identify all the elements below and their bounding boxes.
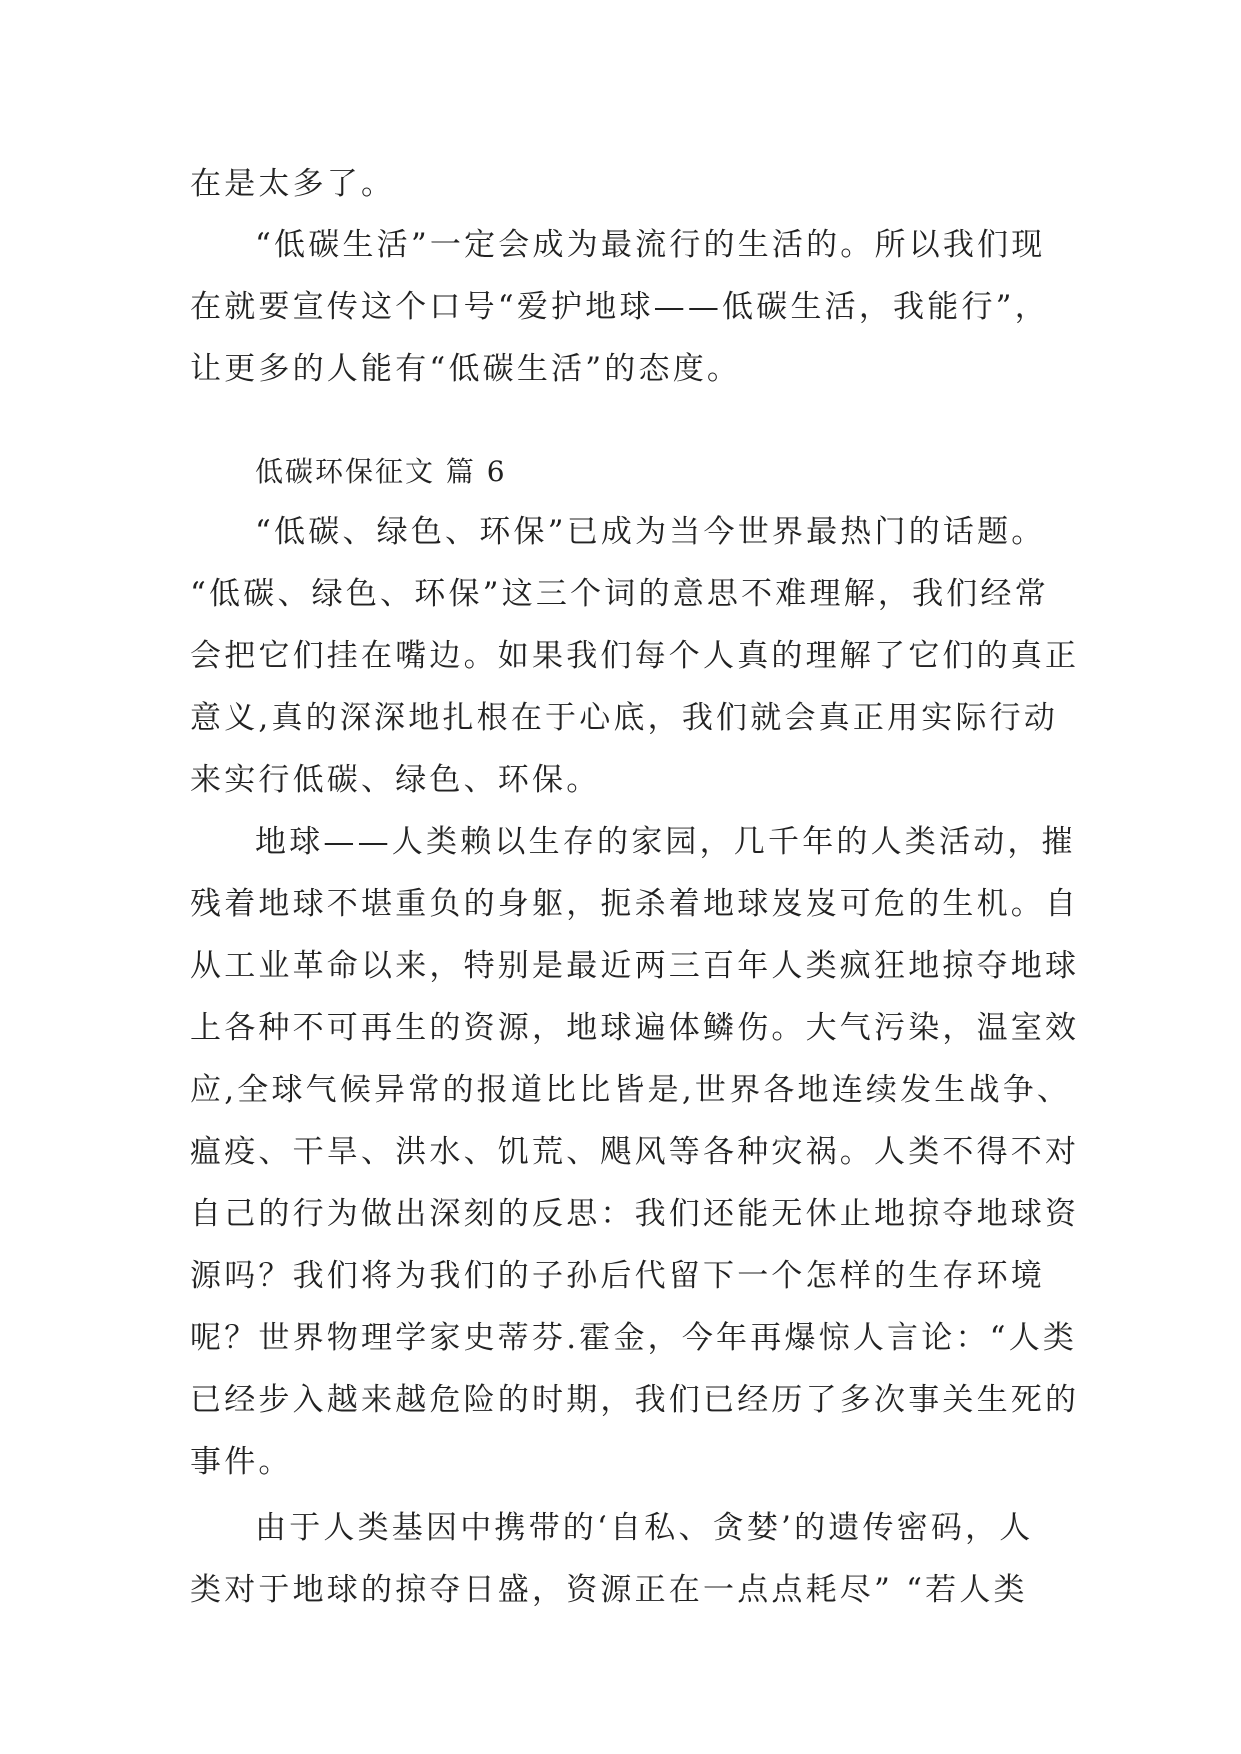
section-heading: 低碳环保征文 篇 6 — [255, 455, 507, 488]
paragraph-line: 意义,真的深深地扎根在于心底，我们就会真正用实际行动 — [190, 700, 1059, 736]
paragraph-line: 会把它们挂在嘴边。如果我们每个人真的理解了它们的真正 — [190, 638, 1080, 674]
paragraph-line: 来实行低碳、绿色、环保。 — [190, 762, 601, 798]
paragraph-line: 呢？世界物理学家史蒂芬.霍金，今年再爆惊人言论：“人类 — [190, 1320, 1078, 1356]
paragraph-line: 类对于地球的掠夺日盛，资源正在一点点耗尽” “若人类 — [190, 1572, 1028, 1608]
paragraph-line: 源吗？我们将为我们的子孙后代留下一个怎样的生存环境 — [190, 1258, 1045, 1294]
paragraph-line: 上各种不可再生的资源，地球遍体鳞伤。大气污染，温室效 — [190, 1010, 1080, 1046]
paragraph-line: 在是太多了。 — [190, 166, 396, 202]
paragraph-line: 自己的行为做出深刻的反思：我们还能无休止地掠夺地球资 — [190, 1196, 1080, 1232]
paragraph-line: “低碳生活”一定会成为最流行的生活的。所以我们现 — [255, 227, 1046, 263]
paragraph-line: 事件。 — [190, 1444, 293, 1480]
paragraph-line: 让更多的人能有“低碳生活”的态度。 — [190, 351, 742, 387]
paragraph-line: “低碳、绿色、环保”已成为当今世界最热门的话题。 — [255, 514, 1046, 550]
paragraph-line: 由于人类基因中携带的‘自私、贪婪’的遗传密码，人 — [255, 1510, 1034, 1546]
paragraph-line: 从工业革命以来，特别是最近两三百年人类疯狂地掠夺地球 — [190, 948, 1080, 984]
paragraph-line: 在就要宣传这个口号“爱护地球——低碳生活，我能行”， — [190, 289, 1049, 325]
paragraph-line: 地球——人类赖以生存的家园，几千年的人类活动，摧 — [255, 824, 1076, 860]
paragraph-line: 已经步入越来越危险的时期，我们已经历了多次事关生死的 — [190, 1382, 1080, 1418]
paragraph-line: “低碳、绿色、环保”这三个词的意思不难理解，我们经常 — [190, 576, 1049, 612]
paragraph-line: 应,全球气候异常的报道比比皆是,世界各地连续发生战争、 — [190, 1072, 1072, 1108]
paragraph-line: 瘟疫、干旱、洪水、饥荒、飓风等各种灾祸。人类不得不对 — [190, 1134, 1080, 1170]
paragraph-line: 残着地球不堪重负的身躯，扼杀着地球岌岌可危的生机。自 — [190, 886, 1080, 922]
